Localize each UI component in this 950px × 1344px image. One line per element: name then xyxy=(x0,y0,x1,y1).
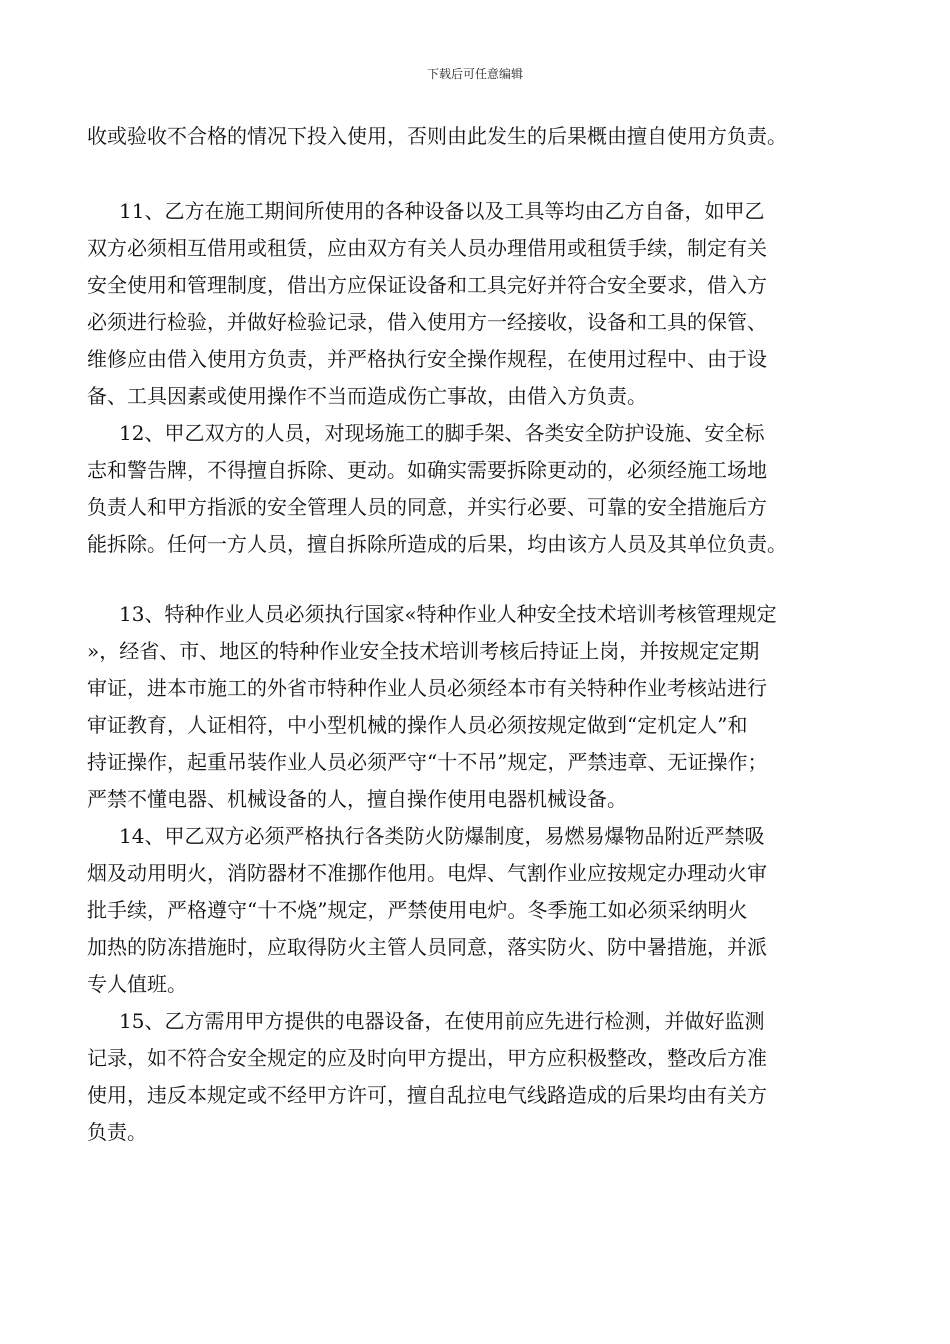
clause-13 xyxy=(87,596,865,818)
text-line: 维修应由借入使用方负责，并严格执行安全操作规程，在使用过程中、由于设 xyxy=(87,347,767,371)
text-line: 记录，如不符合安全规定的应及时向甲方提出，甲方应积极整改，整改后方准 xyxy=(87,1046,767,1070)
text-line: 使用，违反本规定或不经甲方许可，擅自乱拉电气线路造成的后果均由有关方 xyxy=(87,1083,767,1107)
text-line: 审证教育，人证相符，中小型机械的操作人员必须按规定做到“定机定人”和 xyxy=(87,713,748,737)
text-line: 烟及动用明火，消防器材不准挪作他用。电焊、气割作业应按规定办理动火审 xyxy=(87,861,767,885)
text-line: 安全使用和管理制度，借出方应保证设备和工具完好并符合安全要求，借入方 xyxy=(87,273,767,297)
text-line: 批手续，严格遵守“十不烧”规定，严禁使用电炉。冬季施工如必须采纳明火 xyxy=(87,898,748,922)
text-line: 负责。 xyxy=(87,1120,147,1144)
text-line: 12、甲乙双方的人员，对现场施工的脚手架、各类安全防护设施、安全标 xyxy=(119,421,765,445)
text-line: 审证，进本市施工的外省市特种作业人员必须经本市有关特种作业考核站进行 xyxy=(87,676,767,700)
text-line: 加热的防冻措施时，应取得防火主管人员同意，落实防火、防中暑措施，并派 xyxy=(87,935,767,959)
page-header: 下载后可任意编辑 xyxy=(426,67,523,81)
text-line: 收或验收不合格的情况下投入使用，否则由此发生的后果概由擅自使用方负责。 xyxy=(87,124,787,148)
clause-14 xyxy=(87,818,865,1003)
text-line: 严禁不懂电器、机械设备的人，擅自操作使用电器机械设备。 xyxy=(87,787,627,811)
text-line: 11、乙方在施工期间所使用的各种设备以及工具等均由乙方自备，如甲乙 xyxy=(119,199,765,223)
text-line: 备、工具因素或使用操作不当而造成伤亡事故，由借入方负责。 xyxy=(87,384,647,408)
text-line: 14、甲乙双方必须严格执行各类防火防爆制度，易燃易爆物品附近严禁吸 xyxy=(119,824,765,848)
text-line: 双方必须相互借用或租赁，应由双方有关人员办理借用或租赁手续，制定有关 xyxy=(87,236,767,260)
clause-11 xyxy=(87,193,865,415)
text-line: 志和警告牌，不得擅自拆除、更动。如确实需要拆除更动的，必须经施工场地 xyxy=(87,458,767,482)
text-line: 13、特种作业人员必须执行国家«特种作业人种安全技术培训考核管理规定 xyxy=(119,602,777,626)
text-line: 15、乙方需用甲方提供的电器设备，在使用前应先进行检测，并做好监测 xyxy=(119,1009,765,1033)
text-line: 能拆除。任何一方人员，擅自拆除所造成的后果，均由该方人员及其单位负责。 xyxy=(87,532,787,556)
text-line: 持证操作，起重吊装作业人员必须严守“十不吊”规定，严禁违章、无证操作； xyxy=(87,750,768,774)
clause-15 xyxy=(87,1003,865,1151)
text-line: 负责人和甲方指派的安全管理人员的同意，并实行必要、可靠的安全措施后方 xyxy=(87,495,767,519)
clause-12 xyxy=(87,415,865,563)
text-line: »，经省、市、地区的特种作业安全技术培训考核后持证上岗，并按规定定期 xyxy=(87,639,760,663)
text-line: 专人值班。 xyxy=(87,972,187,996)
paragraph-continuation xyxy=(87,118,865,155)
text-line: 必须进行检验，并做好检验记录，借入使用方一经接收，设备和工具的保管、 xyxy=(87,310,767,334)
